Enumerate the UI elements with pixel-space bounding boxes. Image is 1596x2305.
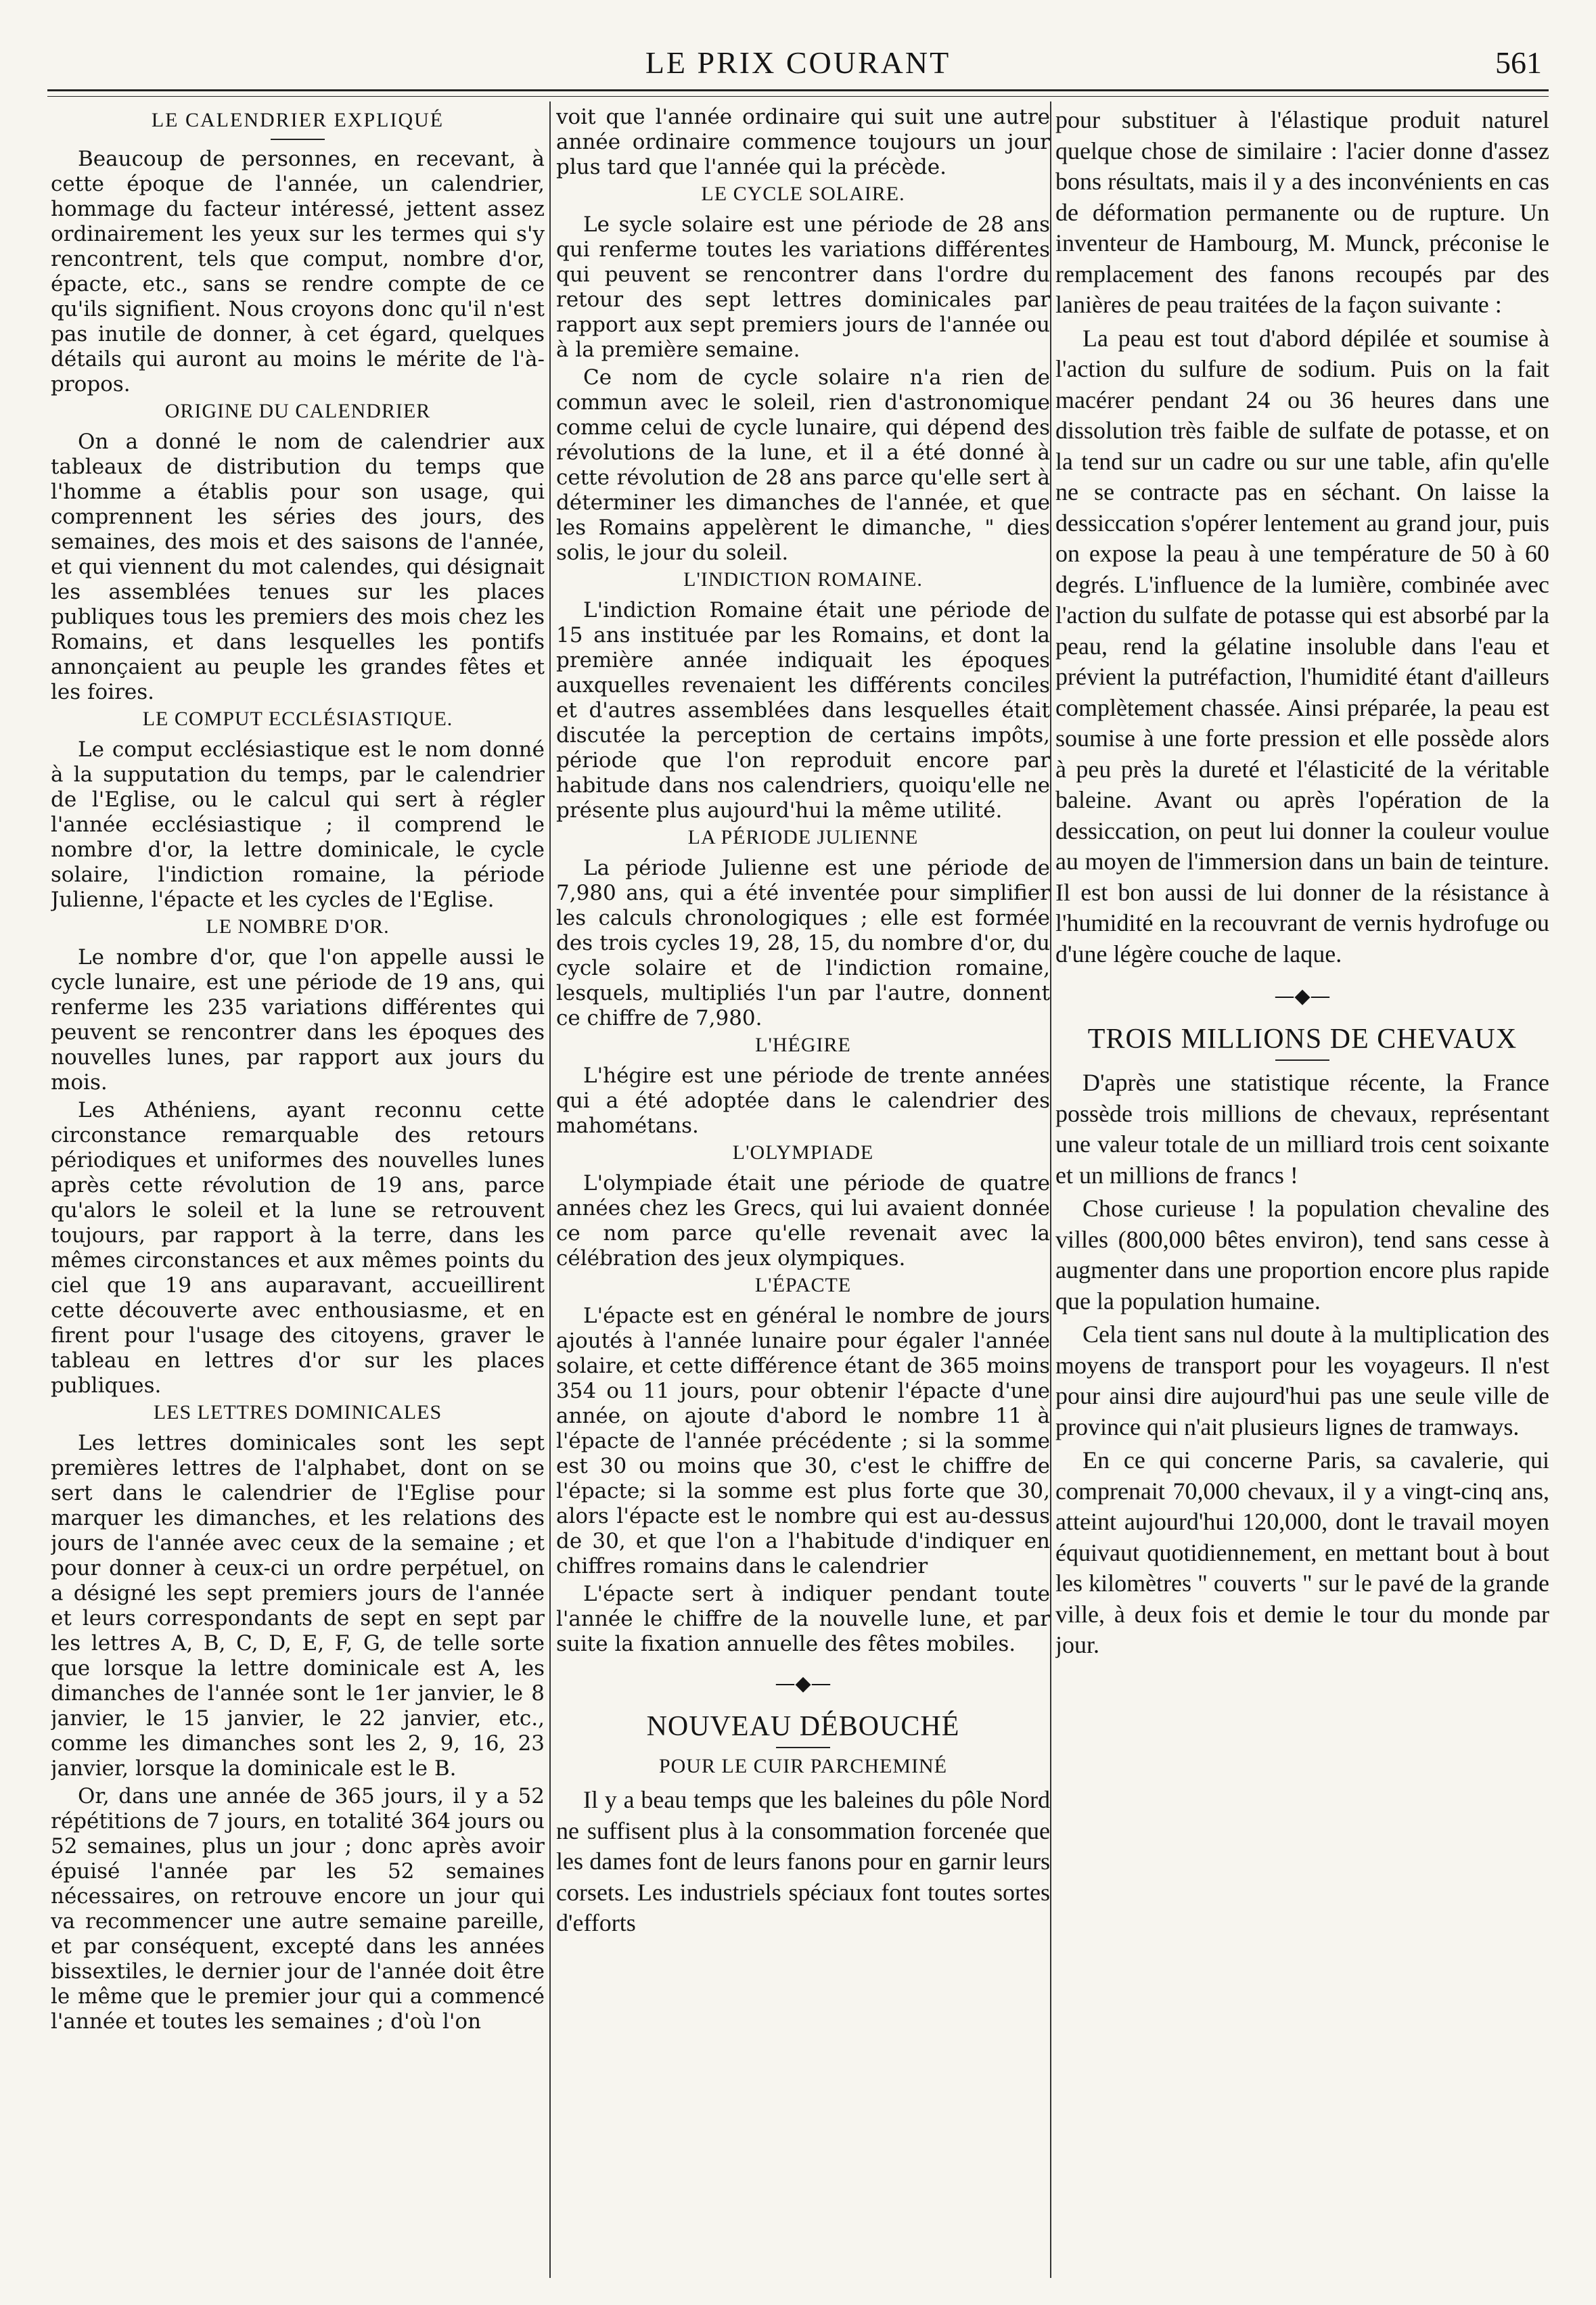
paragraph: Le sycle solaire est une période de 28 ans qui renferme toutes les variations différentes qui peuvent se rencontrer dans l'ordre du retour des sept lettres dominicales par rapport aux sept premiers jours de l'année ou à la première semaine. <box>556 212 1050 362</box>
column-divider <box>1050 101 1051 2278</box>
paragraph: Or, dans une année de 365 jours, il y a 52 répétitions de 7 jours, en totalité 364 jours ou 52 semaines, plus un jour ; donc après avoir épuisé l'année par les 52 semaines nécessaires, on retrouve encore un jour qui va recommencer une autre semaine pareille, et par conséquent, excepté dans les années bissextiles, le dernier jour de l'année doit être le même que le premier jour qui a commencé l'année et toutes les semaines ; d'où l'on <box>51 1784 545 2034</box>
column-3 <box>1055 105 1549 2264</box>
article-title: NOUVEAU DÉBOUCHÉ <box>646 1711 960 1742</box>
section-heading: LA PÉRIODE JULIENNE <box>687 826 919 848</box>
separator-ornament: —◆— <box>1274 984 1331 1008</box>
section-heading: LES LETTRES DOMINICALES <box>153 1401 442 1423</box>
paragraph: Le comput ecclésiastique est le nom donné à la supputation du temps, par le calendrier de l'Eglise, ou le calcul qui sert à régler l'année ecclésiastique ; il comprend le nombre d'or, la lettre dominicale, le cycle solaire, l'indiction romaine, la période Julienne, l'épacte et les cycles de l'Eglise. <box>51 737 545 912</box>
paragraph: L'épacte est en général le nombre de jours ajoutés à l'année lunaire pour égaler l'année solaire, et cette différence étant de 365 moins 354 ou 11 jours, pour obtenir l'épacte d'une année, on ajoute d'abord le nombre 11 à l'épacte de l'année précédente ; si la somme est 30 ou moins que 30, c'est le chiffre de l'épacte; si la somme est plus forte que 30, alors l'épacte est le nombre qui est au-dessus de 30, et que l'on a l'habitude d'indiquer en chiffres romains dans le calendrier <box>556 1304 1050 1578</box>
journal-title: LE PRIX COURANT <box>645 45 951 80</box>
paragraph: La peau est tout d'abord dépilée et soumise à l'action du sulfure de sodium. Puis on la fait macérer pendant 24 ou 36 heures dans une dissolution très faible de sulfate de potasse, et on la tend sur un cadre ou sur une table, afin qu'elle ne se contracte pas en séchant. On laisse la dessiccation s'opérer lentement au grand jour, puis on expose la peau à une température de 50 à 60 degrés. L'influence de la lumière, combinée avec l'action du sulfate de potasse qui est absorbé par la peau, rend la gélatine insoluble dans l'eau et prévient la putréfaction, l'humidité étant d'ailleurs complètement chassée. Ainsi préparée, la peau est soumise à une forte pression et elle possède alors à peu près la dureté et l'élasticité de la véritable baleine. Avant ou après l'opération de la dessiccation, on peut lui donner la couleur voulue au moyen de l'immersion dans un bain de teinture. Il est bon aussi de lui donner de la résistance à l'humidité en la recouvrant de vernis hydrofuge ou d'une légère couche de laque. <box>1055 324 1549 967</box>
title-rule <box>776 1747 830 1748</box>
article-title: LE CALENDRIER EXPLIQUÉ <box>151 109 444 131</box>
article-subtitle: POUR LE CUIR PARCHEMINÉ <box>658 1755 948 1777</box>
paragraph: voit que l'année ordinaire qui suit une autre année ordinaire commence toujours un jour plus tard que l'année qui la précède. <box>556 105 1050 179</box>
paragraph: Beaucoup de personnes, en recevant, à cette époque de l'année, un calendrier, hommage du facteur intéressé, jettent assez ordinairement les yeux sur les termes qui s'y rencontrent, tels que comput, nombre d'or, épacte, etc., sans se rendre compte de ce qu'ils signifient. Nous croyons donc qu'il n'est pas inutile de donner, à cet égard, quelques détails qui auront au moins le mérite de l'à-propos. <box>51 147 545 396</box>
section-heading: LE COMPUT ECCLÉSIASTIQUE. <box>142 708 453 730</box>
paragraph: Le nombre d'or, que l'on appelle aussi le cycle lunaire, est une période de 19 ans, qui renferme les 235 variations différentes qui peuvent se rencontrer dans les époques des nouvelles lunes, par rapport aux jours du mois. <box>51 945 545 1095</box>
paragraph: D'après une statistique récente, la France possède trois millions de chevaux, représentant une valeur totale de un milliard trois cent soixante et un millions de francs ! <box>1055 1069 1549 1189</box>
paragraph: pour substituer à l'élastique produit naturel quelque chose de similaire : l'acier donne d'assez bons résultats, mais il y a des inconvénients en cas de déformation permanente ou de rupture. Un inventeur de Hambourg, M. Munck, préconise le remplacement des fanons recoupés par des lanières de peau traitées de la façon suivante : <box>1055 106 1549 318</box>
section-heading: L'ÉPACTE <box>754 1274 852 1296</box>
column-2 <box>556 105 1050 2264</box>
paragraph: L'hégire est une période de trente années qui a été adoptée dans le calendrier des mahométans. <box>556 1064 1050 1138</box>
paragraph: On a donné le nom de calendrier aux tableaux de distribution du temps que l'homme a établis pour son usage, qui comprennent les séries des jours, des semaines, des mois et des saisons de l'année, et qui viennent du mot calendes, qui désignait les assemblées tenues sur les places publiques tous les premiers des mois chez les Romains, et dans lesquelles les pontifs annonçaient au peuple les grandes fêtes et les foires. <box>51 430 545 704</box>
header-rule <box>47 89 1549 91</box>
section-heading: L'INDICTION ROMAINE. <box>683 568 923 591</box>
section-heading: LE CYCLE SOLAIRE. <box>701 183 905 205</box>
page-number: 561 <box>1495 45 1542 80</box>
separator-ornament: —◆— <box>775 1672 831 1695</box>
section-heading: ORIGINE DU CALENDRIER <box>164 400 431 422</box>
paragraph: En ce qui concerne Paris, sa cavalerie, qui comprenait 70,000 chevaux, il y a vingt-cinq ans, atteint aujourd'hui 120,000, dont le travail moyen équivaut quotidiennement, en mettant bout à bout les kilomètres " couverts " sur le pavé de la grande ville, à deux fois et demie le tour du monde par jour. <box>1055 1446 1549 1658</box>
paragraph: L'indiction Romaine était une période de 15 ans instituée par les Romains, et dont la première année indiquait les époques auxquelles revenaient les différents conciles et d'autres assemblées dans lesquelles était discutée la perception de certains impôts, période que l'on reproduit encore par habitude dans nos calendriers, quoiqu'elle ne présente plus aujourd'hui la même utilité. <box>556 598 1050 823</box>
column-1 <box>51 105 545 2264</box>
section-heading: LE NOMBRE D'OR. <box>206 915 390 938</box>
header-rule-thin <box>47 96 1549 97</box>
paragraph: Cela tient sans nul doute à la multiplication des moyens de transport pour les voyageurs. Il n'est pour ainsi dire aujourd'hui pas une seule ville de province qui n'ait plusieurs lignes de tramways. <box>1055 1321 1549 1440</box>
paragraph: La période Julienne est une période de 7,980 ans, qui a été inventée pour simplifier les calculs chronologiques ; elle est formée des trois cycles 19, 28, 15, du nombre d'or, du cycle solaire et de l'indiction romaine, lesquels, multipliés l'un par l'autre, donnent ce chiffre de 7,980. <box>556 856 1050 1030</box>
paragraph: Il y a beau temps que les baleines du pôle Nord ne suffisent plus à la consommation forcenée que les dames font de leurs fanons pour en garnir leurs corsets. Les industriels spéciaux font toutes sortes d'efforts <box>556 1786 1050 1936</box>
paragraph: Ce nom de cycle solaire n'a rien de commun avec le soleil, rien d'astronomique comme celui de cycle lunaire, qui dépend des révolutions de la lune, et il a été donné à cette révolution de 28 ans parce qu'elle sert à déterminer les dimanches de l'année, et que les Romains appelèrent le dimanche, " dies solis, le jour du soleil. <box>556 365 1050 565</box>
page-header <box>47 41 1549 88</box>
paragraph: L'épacte sert à indiquer pendant toute l'année le chiffre de la nouvelle lune, et par suite la fixation annuelle des fêtes mobiles. <box>556 1582 1050 1656</box>
section-heading: L'HÉGIRE <box>755 1034 851 1056</box>
title-rule <box>271 139 325 140</box>
article-title: TROIS MILLIONS DE CHEVAUX <box>1087 1024 1518 1055</box>
paragraph: Les Athéniens, ayant reconnu cette circonstance remarquable des retours périodiques et uniformes des nouvelles lunes après cette révolution de 19 ans, parce qu'alors le soleil et la lune se retrouvent toujours, par rapport à la terre, dans les mêmes circonstances et aux mêmes points du ciel que 19 ans auparavant, accueillirent cette découverte avec enthousiasme, et en firent pour l'usage des citoyens, graver le tableau en lettres d'or sur les places publiques. <box>51 1098 545 1398</box>
section-heading: L'OLYMPIADE <box>732 1141 874 1164</box>
paragraph: Les lettres dominicales sont les sept premières lettres de l'alphabet, dont on se sert dans le calendrier de l'Eglise pour marquer les dimanches, et les relations des jours de l'année avec ceux de la semaine ; et pour donner à ceux-ci un ordre perpétuel, on a désigné les sept premiers jours de l'année et leurs correspondants de sept en sept par les lettres A, B, C, D, E, F, G, de telle sorte que lorsque la lettre dominicale est A, les dimanches de l'année sont le 1er janvier, le 8 janvier, le 15 janvier, le 22 janvier, etc., comme les dimanches sont les 2, 9, 16, 23 janvier, lorsque la dominicale est le B. <box>51 1431 545 1781</box>
title-rule <box>1275 1059 1329 1061</box>
column-divider <box>549 101 551 2278</box>
paragraph: L'olympiade était une période de quatre années chez les Grecs, qui lui avaient donnée ce nom parce qu'elle revenait avec la célébration des jeux olympiques. <box>556 1171 1050 1271</box>
paragraph: Chose curieuse ! la population chevaline des villes (800,000 bêtes environ), tend sans cesse à augmenter dans une proportion encore plus rapide que la population humaine. <box>1055 1195 1549 1315</box>
